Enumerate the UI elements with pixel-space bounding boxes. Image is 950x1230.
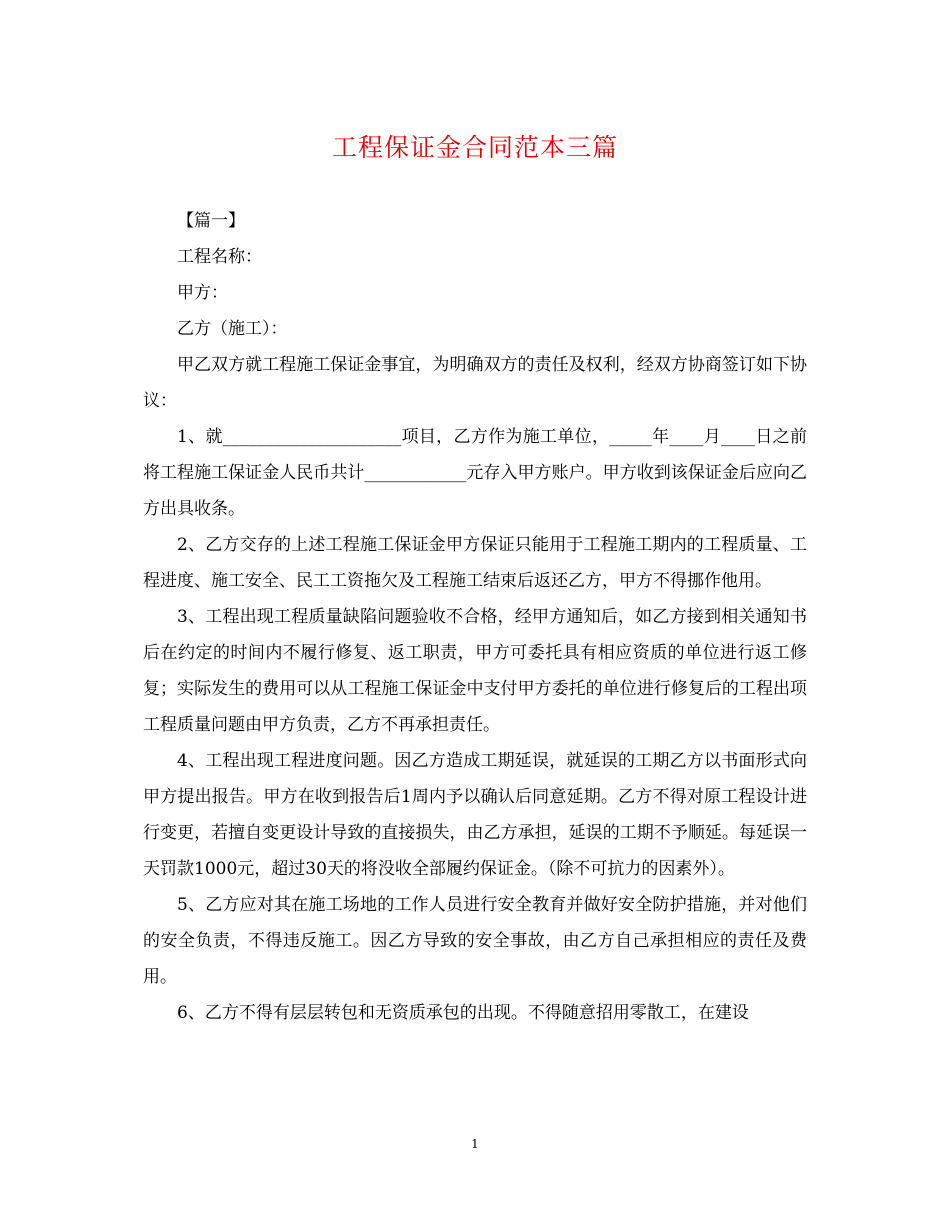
paragraph-party-b: 乙方（施工）： — [177, 319, 288, 339]
paragraph-clause-6: 6、乙方不得有层层转包和无资质承包的出现。不得随意招用零散工，在建设 — [177, 1003, 749, 1023]
paragraph-preamble: 甲乙双方就工程施工保证金事宜，为明确双方的责任及权利，经双方协商签订如下协议： — [143, 355, 807, 411]
document-title: 工程保证金合同范本三篇 — [331, 133, 618, 162]
page-number: 1 — [471, 1137, 479, 1151]
section-heading: 【篇一】 — [177, 211, 245, 231]
paragraph-clause-3: 3、工程出现工程质量缺陷问题验收不合格，经甲方通知后，如乙方接到相关通知书后在约定的时间内不履行修复、返工职责，甲方可委托具有相应资质的单位进行返工修复；实际发生的费用可以从工程施工保证金中支付甲方委托的单位进行修复后的工程出项工程质量问题由甲方负责，乙方不再承担责任。 — [143, 607, 807, 735]
document-body — [143, 203, 807, 1031]
paragraph-clause-2: 2、乙方交存的上述工程施工保证金甲方保证只能用于工程施工期内的工程质量、工程进度、施工安全、民工工资拖欠及工程施工结束后返还乙方，甲方不得挪作他用。 — [143, 535, 807, 591]
paragraph-clause-4: 4、工程出现工程进度问题。因乙方造成工期延误，就延误的工期乙方以书面形式向甲方提出报告。甲方在收到报告后1周内予以确认后同意延期。乙方不得对原工程设计进行变更，若擅自变更设计导致的直接损失，由乙方承担，延误的工期不予顺延。每延误一天罚款1000元，超过30天的将没收全部履约保证金。（除不可抗力的因素外）。 — [143, 751, 807, 879]
paragraph-project-name: 工程名称： — [177, 247, 262, 267]
paragraph-party-a: 甲方： — [177, 283, 228, 303]
paragraph-clause-5: 5、乙方应对其在施工场地的工作人员进行安全教育并做好安全防护措施，并对他们的安全负责，不得违反施工。因乙方导致的安全事故，由乙方自己承担相应的责任及费用。 — [143, 895, 807, 987]
paragraph-clause-1: 1、就_____________________项目，乙方作为施工单位，_____年____月____日之前将工程施工保证金人民币共计____________元存入甲方账户。甲方收到该保证金后应向乙方出具收条。 — [143, 427, 807, 519]
